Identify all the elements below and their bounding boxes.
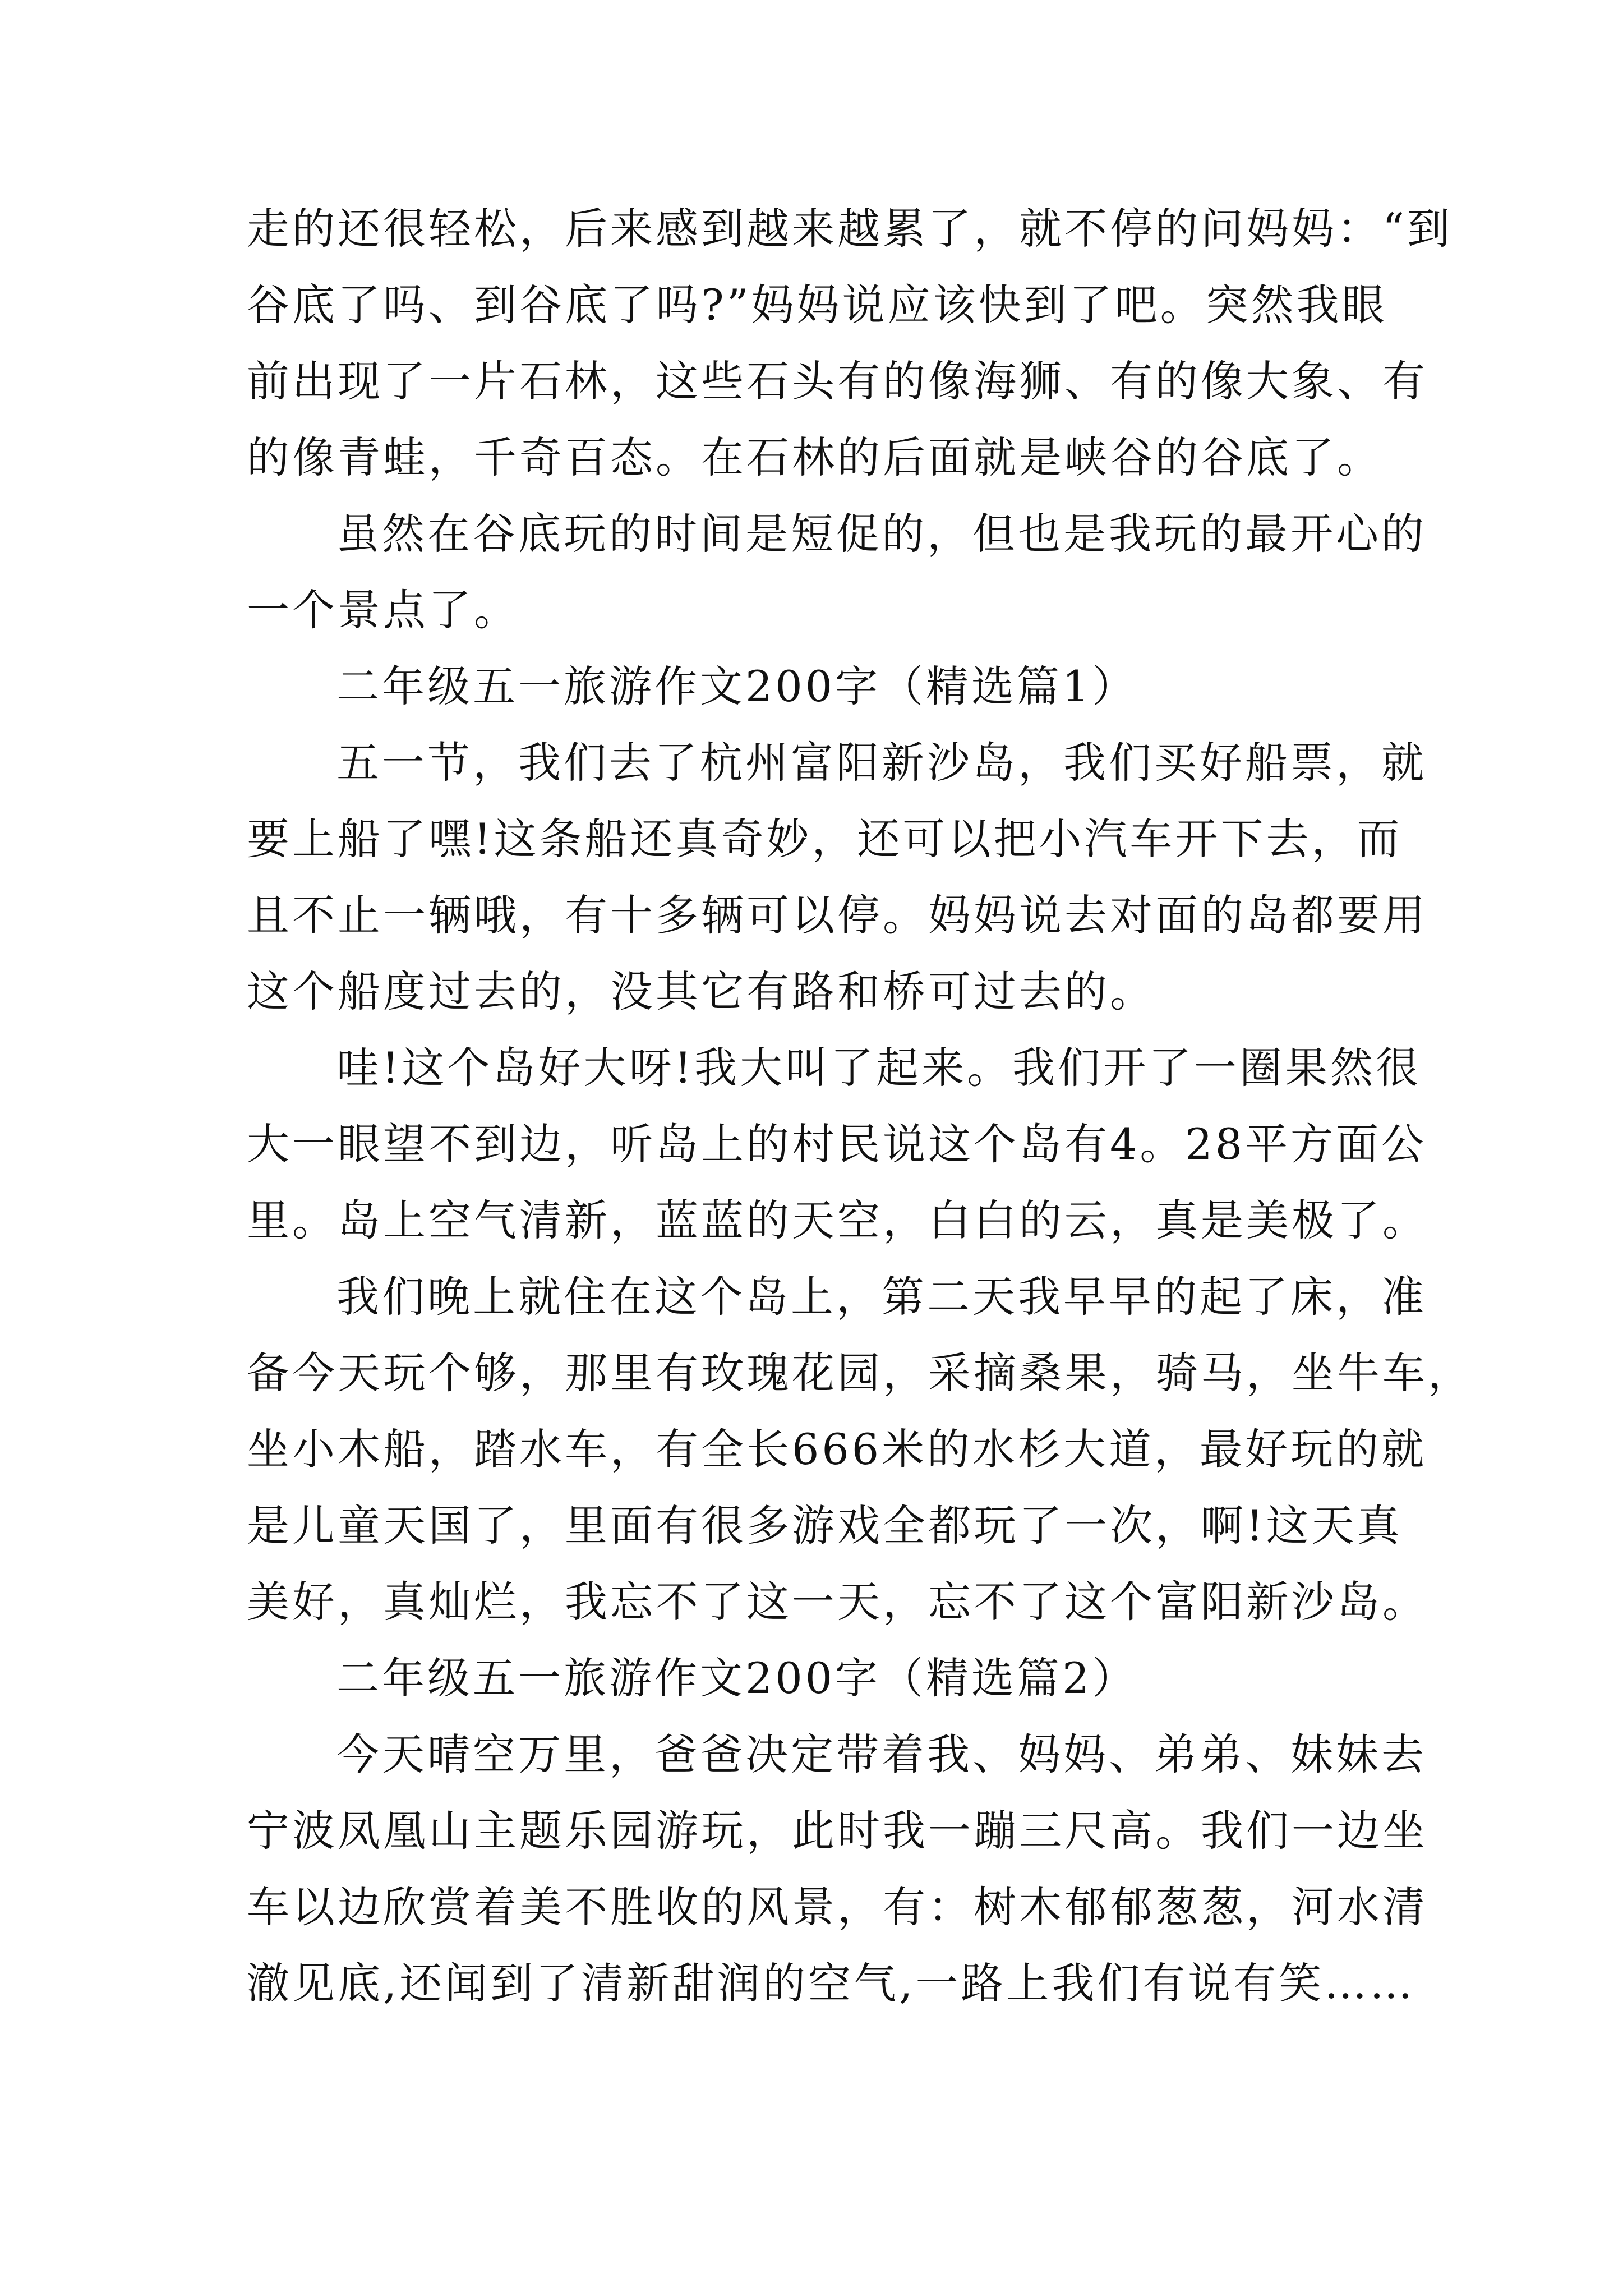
text-line: 今天晴空万里，爸爸决定带着我、妈妈、弟弟、妹妹去 bbox=[336, 1729, 1427, 1779]
section-heading: 二年级五一旅游作文200字（精选篇1） bbox=[336, 661, 1138, 711]
text-line: 哇!这个岛好大呀!我大叫了起来。我们开了一圈果然很 bbox=[336, 1043, 1422, 1093]
text-line: 大一眼望不到边，听岛上的村民说这个岛有4。28平方面公 bbox=[247, 1119, 1427, 1169]
text-line: 坐小木船，踏水车，有全长666米的水杉大道，最好玩的就 bbox=[247, 1424, 1427, 1474]
text-line: 前出现了一片石林，这些石头有的像海狮、有的像大象、有 bbox=[247, 356, 1428, 406]
text-line: 五一节，我们去了杭州富阳新沙岛，我们买好船票，就 bbox=[336, 738, 1427, 788]
text-line: 备今天玩个够，那里有玫瑰花园，采摘桑果，骑马，坐牛车， bbox=[247, 1348, 1473, 1398]
article-body bbox=[247, 191, 1473, 2022]
text-line: 是儿童天国了，里面有很多游戏全都玩了一次，啊!这天真 bbox=[247, 1501, 1403, 1550]
text-line: 一个景点了。 bbox=[247, 585, 519, 635]
text-line: 美好，真灿烂，我忘不了这一天，忘不了这个富阳新沙岛。 bbox=[247, 1577, 1428, 1627]
text-line: 且不止一辆哦，有十多辆可以停。妈妈说去对面的岛都要用 bbox=[247, 890, 1428, 940]
section-heading: 二年级五一旅游作文200字（精选篇2） bbox=[336, 1653, 1138, 1703]
text-line: 虽然在谷底玩的时间是短促的，但也是我玩的最开心的 bbox=[336, 509, 1427, 559]
text-line: 里。岛上空气清新，蓝蓝的天空，白白的云，真是美极了。 bbox=[247, 1195, 1428, 1245]
text-line: 车以边欣赏着美不胜收的风景，有：树木郁郁葱葱，河水清 bbox=[247, 1882, 1428, 1932]
text-line: 澈见底,还闻到了清新甜润的空气,一路上我们有说有笑…… bbox=[247, 1958, 1415, 2008]
text-line: 宁波凤凰山主题乐园游玩，此时我一蹦三尺高。我们一边坐 bbox=[247, 1806, 1428, 1856]
text-line: 走的还很轻松，后来感到越来越累了，就不停的问妈妈：“到 bbox=[247, 204, 1453, 254]
text-line: 的像青蛙，千奇百态。在石林的后面就是峡谷的谷底了。 bbox=[247, 432, 1382, 482]
text-line: 我们晚上就住在这个岛上，第二天我早早的起了床，准 bbox=[336, 1272, 1427, 1322]
text-line: 要上船了嘿!这条船还真奇妙，还可以把小汽车开下去，而 bbox=[247, 814, 1403, 864]
text-line: 谷底了吗、到谷底了吗?”妈妈说应该快到了吧。突然我眼 bbox=[247, 280, 1387, 330]
text-line: 这个船度过去的，没其它有路和桥可过去的。 bbox=[247, 967, 1155, 1016]
